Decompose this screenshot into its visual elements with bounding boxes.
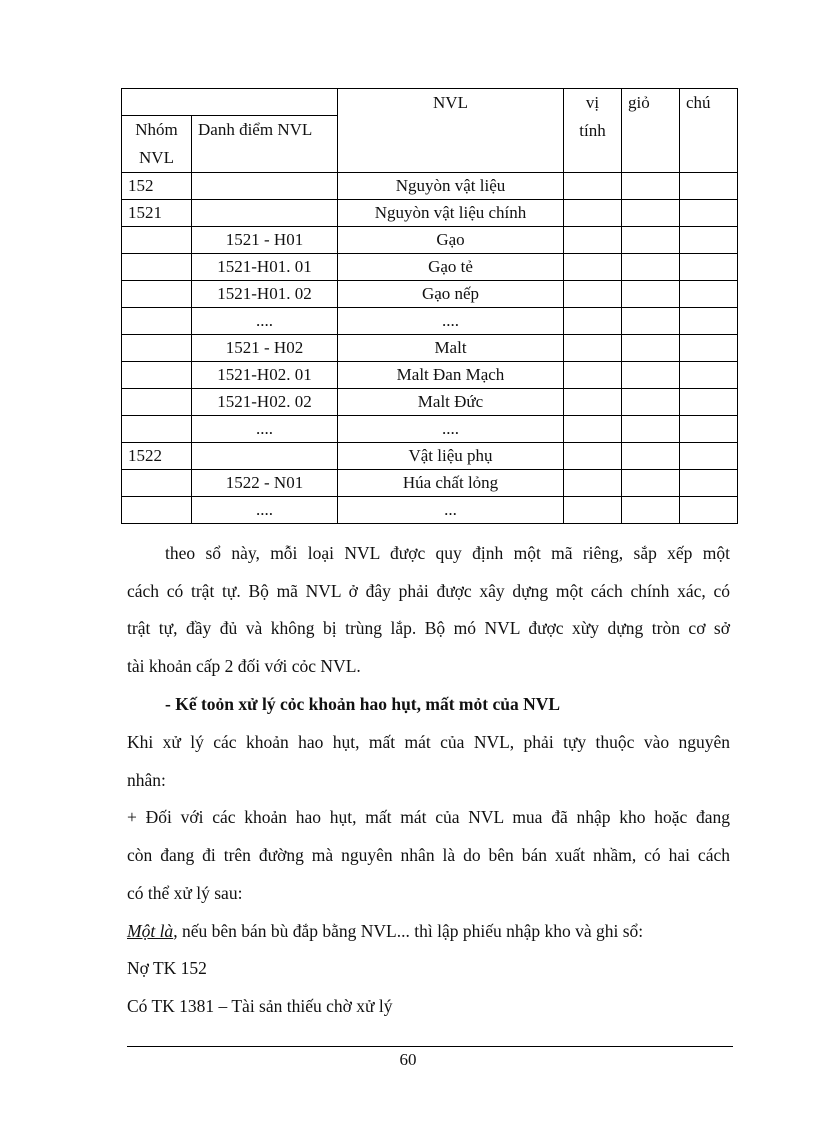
price-cell	[622, 308, 680, 335]
table-row	[122, 281, 738, 308]
code-cell	[192, 443, 338, 470]
price-cell	[622, 335, 680, 362]
note-cell	[680, 227, 738, 254]
price-cell	[622, 254, 680, 281]
code-cell: ....	[192, 416, 338, 443]
code-cell: 1521 - H02	[192, 335, 338, 362]
unit-cell	[564, 254, 622, 281]
unit-cell	[564, 200, 622, 227]
price-cell	[622, 281, 680, 308]
table-row	[122, 200, 738, 227]
price-cell	[622, 497, 680, 524]
paragraph-line: Khi xử lý các khoản hao hụt, mất mát của NVL, phải tựy thuộc vào nguyên	[127, 732, 730, 752]
table-row	[122, 335, 738, 362]
price-cell	[622, 227, 680, 254]
name-cell: ....	[338, 308, 564, 335]
section-heading: - Kế toỏn xử lý cỏc khoản hao hụt, mất mỏt của NVL	[165, 694, 561, 714]
paragraph-line: tài khoản cấp 2 đối với cỏc NVL.	[127, 656, 361, 676]
table-row	[122, 227, 738, 254]
code-cell	[192, 200, 338, 227]
header-price: giỏ	[622, 89, 680, 173]
code-cell: ....	[192, 497, 338, 524]
name-cell: Gạo	[338, 227, 564, 254]
code-cell: 1522 - N01	[192, 470, 338, 497]
unit-cell	[564, 416, 622, 443]
price-cell	[622, 470, 680, 497]
header-code: Danh điểm NVL	[192, 116, 338, 173]
table-row	[122, 389, 738, 416]
paragraph-line: theo sổ này, mỗi loại NVL được quy định một mã riêng, sắp xếp một	[165, 543, 730, 563]
table-header-row	[122, 89, 738, 116]
name-cell: Gạo nếp	[338, 281, 564, 308]
page-number: 60	[399, 1050, 417, 1069]
unit-cell	[564, 227, 622, 254]
paragraph-line: + Đối với các khoản hao hụt, mất mát của NVL mua đã nhập kho hoặc đang	[127, 807, 730, 827]
note-cell	[680, 389, 738, 416]
table-row	[122, 173, 738, 200]
name-cell: ...	[338, 497, 564, 524]
unit-cell	[564, 308, 622, 335]
header-note: chú	[680, 89, 738, 173]
price-cell	[622, 443, 680, 470]
unit-cell	[564, 173, 622, 200]
group-cell	[122, 416, 192, 443]
table-row	[122, 443, 738, 470]
header-unit: vị tính	[564, 89, 622, 173]
note-cell	[680, 308, 738, 335]
note-cell	[680, 254, 738, 281]
name-cell: Nguyòn vật liệu chính	[338, 200, 564, 227]
price-cell	[622, 200, 680, 227]
unit-cell	[564, 362, 622, 389]
name-cell: Nguyòn vật liệu	[338, 173, 564, 200]
table-row	[122, 254, 738, 281]
group-cell	[122, 254, 192, 281]
header-group: Nhóm NVL	[122, 116, 192, 173]
group-cell	[122, 335, 192, 362]
name-cell: Vật liệu phụ	[338, 443, 564, 470]
group-cell: 1521	[122, 200, 192, 227]
code-cell: 1521-H02. 01	[192, 362, 338, 389]
group-cell	[122, 497, 192, 524]
unit-cell	[564, 470, 622, 497]
note-cell	[680, 200, 738, 227]
code-cell: 1521-H01. 01	[192, 254, 338, 281]
paragraph-line: có thể xử lý sau:	[127, 883, 243, 903]
table-row	[122, 308, 738, 335]
header-cell-empty	[122, 89, 338, 116]
name-cell: Malt Đan Mạch	[338, 362, 564, 389]
unit-cell	[564, 335, 622, 362]
name-cell: ....	[338, 416, 564, 443]
code-cell: 1521 - H01	[192, 227, 338, 254]
price-cell	[622, 389, 680, 416]
group-cell	[122, 362, 192, 389]
group-cell	[122, 389, 192, 416]
price-cell	[622, 416, 680, 443]
group-cell: 152	[122, 173, 192, 200]
group-cell: 1522	[122, 443, 192, 470]
paragraph-rest: , nếu bên bán bù đắp bằng NVL... thì lập phiếu nhập kho và ghi sổ:	[173, 921, 644, 941]
note-cell	[680, 362, 738, 389]
paragraph-line	[127, 919, 730, 943]
material-code-table	[121, 88, 738, 524]
group-cell	[122, 308, 192, 335]
note-cell	[680, 335, 738, 362]
group-cell	[122, 470, 192, 497]
paragraph-line: trật tự, đầy đủ và không bị trùng lắp. Bộ mó NVL được xừy dựng tròn cơ sở	[127, 618, 730, 638]
emphasis-lead: Một là	[127, 921, 174, 941]
code-cell: 1521-H01. 02	[192, 281, 338, 308]
name-cell: Malt	[338, 335, 564, 362]
table-row	[122, 497, 738, 524]
name-cell: Húa chất lỏng	[338, 470, 564, 497]
group-cell	[122, 227, 192, 254]
price-cell	[622, 173, 680, 200]
unit-cell	[564, 281, 622, 308]
footer-divider	[127, 1046, 733, 1047]
unit-cell	[564, 389, 622, 416]
accounting-entry: Nợ TK 152	[127, 958, 207, 978]
price-cell	[622, 362, 680, 389]
name-cell: Gạo tẻ	[338, 254, 564, 281]
unit-cell	[564, 497, 622, 524]
note-cell	[680, 416, 738, 443]
code-cell: 1521-H02. 02	[192, 389, 338, 416]
note-cell	[680, 497, 738, 524]
note-cell	[680, 470, 738, 497]
unit-cell	[564, 443, 622, 470]
note-cell	[680, 443, 738, 470]
code-cell	[192, 173, 338, 200]
table-row	[122, 362, 738, 389]
paragraph-line: nhân:	[127, 770, 166, 790]
name-cell: Malt Đức	[338, 389, 564, 416]
note-cell	[680, 281, 738, 308]
table-row	[122, 470, 738, 497]
table-row	[122, 416, 738, 443]
table-body	[122, 173, 738, 524]
accounting-entry: Có TK 1381 – Tài sản thiếu chờ xử lý	[127, 996, 393, 1016]
header-nvl: NVL	[338, 89, 564, 173]
code-cell: ....	[192, 308, 338, 335]
paragraph-line: cách có trật tự. Bộ mã NVL ở đây phải được xây dựng một cách chính xác, có	[127, 581, 730, 601]
paragraph-line: còn đang đi trên đường mà nguyên nhân là do bên bán xuất nhầm, có hai cách	[127, 845, 730, 865]
group-cell	[122, 281, 192, 308]
note-cell	[680, 173, 738, 200]
